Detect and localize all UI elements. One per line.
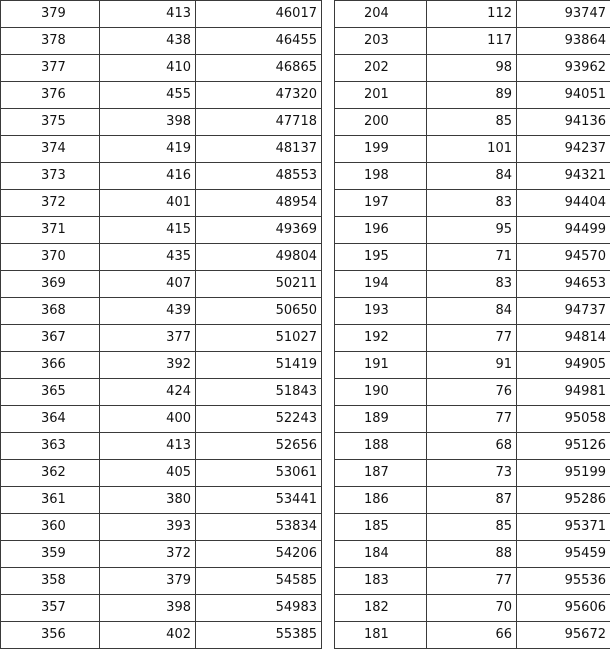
table-row xyxy=(1,1,322,28)
cumulative-cell: 53441 xyxy=(196,487,322,514)
count-cell: 419 xyxy=(100,136,196,163)
count-cell: 413 xyxy=(100,433,196,460)
table-row xyxy=(335,541,610,568)
count-cell: 415 xyxy=(100,217,196,244)
count-cell: 413 xyxy=(100,1,196,28)
score-cell: 191 xyxy=(335,352,427,379)
cumulative-cell: 94981 xyxy=(517,379,610,406)
table-row xyxy=(335,163,610,190)
cumulative-cell: 94570 xyxy=(517,244,610,271)
table-row xyxy=(335,379,610,406)
count-cell: 76 xyxy=(427,379,517,406)
count-cell: 87 xyxy=(427,487,517,514)
score-cell: 187 xyxy=(335,460,427,487)
cumulative-cell: 95371 xyxy=(517,514,610,541)
table-row xyxy=(335,487,610,514)
score-cell: 357 xyxy=(1,595,100,622)
table-row xyxy=(335,271,610,298)
table-row xyxy=(1,55,322,82)
score-cell: 370 xyxy=(1,244,100,271)
table-row xyxy=(335,406,610,433)
cumulative-cell: 46017 xyxy=(196,1,322,28)
table-row xyxy=(1,163,322,190)
cumulative-cell: 94321 xyxy=(517,163,610,190)
count-cell: 379 xyxy=(100,568,196,595)
table-row xyxy=(335,55,610,82)
cumulative-cell: 50650 xyxy=(196,298,322,325)
count-cell: 402 xyxy=(100,622,196,649)
cumulative-cell: 94237 xyxy=(517,136,610,163)
cumulative-cell: 94404 xyxy=(517,190,610,217)
cumulative-cell: 51419 xyxy=(196,352,322,379)
table-row xyxy=(335,460,610,487)
table-row xyxy=(1,352,322,379)
table-row xyxy=(1,298,322,325)
score-cell: 192 xyxy=(335,325,427,352)
cumulative-cell: 95058 xyxy=(517,406,610,433)
cumulative-cell: 95286 xyxy=(517,487,610,514)
score-cell: 203 xyxy=(335,28,427,55)
score-cell: 182 xyxy=(335,595,427,622)
count-cell: 89 xyxy=(427,82,517,109)
table-row xyxy=(335,433,610,460)
cumulative-cell: 55385 xyxy=(196,622,322,649)
score-cell: 193 xyxy=(335,298,427,325)
count-cell: 416 xyxy=(100,163,196,190)
count-cell: 380 xyxy=(100,487,196,514)
table-row xyxy=(1,568,322,595)
cumulative-cell: 53061 xyxy=(196,460,322,487)
cumulative-cell: 94051 xyxy=(517,82,610,109)
cumulative-cell: 94653 xyxy=(517,271,610,298)
cumulative-cell: 93864 xyxy=(517,28,610,55)
count-cell: 71 xyxy=(427,244,517,271)
count-cell: 392 xyxy=(100,352,196,379)
score-cell: 199 xyxy=(335,136,427,163)
table-row xyxy=(1,379,322,406)
count-cell: 398 xyxy=(100,595,196,622)
score-cell: 200 xyxy=(335,109,427,136)
cumulative-cell: 95672 xyxy=(517,622,610,649)
table-row xyxy=(335,190,610,217)
score-cell: 185 xyxy=(335,514,427,541)
score-cell: 376 xyxy=(1,82,100,109)
score-cell: 361 xyxy=(1,487,100,514)
cumulative-cell: 49369 xyxy=(196,217,322,244)
cumulative-cell: 94905 xyxy=(517,352,610,379)
table-row xyxy=(1,487,322,514)
score-cell: 197 xyxy=(335,190,427,217)
count-cell: 66 xyxy=(427,622,517,649)
cumulative-cell: 53834 xyxy=(196,514,322,541)
score-cell: 195 xyxy=(335,244,427,271)
table-row xyxy=(1,433,322,460)
table-row xyxy=(1,190,322,217)
score-cell: 369 xyxy=(1,271,100,298)
cumulative-cell: 46455 xyxy=(196,28,322,55)
count-cell: 117 xyxy=(427,28,517,55)
count-cell: 400 xyxy=(100,406,196,433)
count-cell: 84 xyxy=(427,163,517,190)
count-cell: 393 xyxy=(100,514,196,541)
table-row xyxy=(1,271,322,298)
cumulative-cell: 51027 xyxy=(196,325,322,352)
score-cell: 188 xyxy=(335,433,427,460)
table-row xyxy=(1,541,322,568)
table-row xyxy=(335,298,610,325)
count-cell: 77 xyxy=(427,406,517,433)
score-cell: 198 xyxy=(335,163,427,190)
table-row xyxy=(1,622,322,649)
score-cell: 360 xyxy=(1,514,100,541)
count-cell: 85 xyxy=(427,109,517,136)
score-cell: 181 xyxy=(335,622,427,649)
count-cell: 73 xyxy=(427,460,517,487)
score-cell: 358 xyxy=(1,568,100,595)
table-row xyxy=(1,28,322,55)
score-cell: 189 xyxy=(335,406,427,433)
score-cell: 362 xyxy=(1,460,100,487)
cumulative-cell: 95459 xyxy=(517,541,610,568)
score-cell: 196 xyxy=(335,217,427,244)
count-cell: 424 xyxy=(100,379,196,406)
table-row xyxy=(335,622,610,649)
score-cell: 365 xyxy=(1,379,100,406)
score-cell: 372 xyxy=(1,190,100,217)
cumulative-cell: 95126 xyxy=(517,433,610,460)
count-cell: 85 xyxy=(427,514,517,541)
score-cell: 201 xyxy=(335,82,427,109)
score-cell: 363 xyxy=(1,433,100,460)
count-cell: 439 xyxy=(100,298,196,325)
score-cell: 371 xyxy=(1,217,100,244)
score-cell: 378 xyxy=(1,28,100,55)
score-cell: 186 xyxy=(335,487,427,514)
table-row xyxy=(335,136,610,163)
count-cell: 68 xyxy=(427,433,517,460)
count-cell: 95 xyxy=(427,217,517,244)
score-cell: 374 xyxy=(1,136,100,163)
cumulative-cell: 94737 xyxy=(517,298,610,325)
table-row xyxy=(335,595,610,622)
cumulative-cell: 94499 xyxy=(517,217,610,244)
score-cell: 356 xyxy=(1,622,100,649)
count-cell: 83 xyxy=(427,190,517,217)
cumulative-cell: 47718 xyxy=(196,109,322,136)
table-row xyxy=(1,514,322,541)
table-row xyxy=(335,244,610,271)
table-row xyxy=(335,109,610,136)
cumulative-cell: 54206 xyxy=(196,541,322,568)
table-row xyxy=(1,109,322,136)
cumulative-cell: 50211 xyxy=(196,271,322,298)
count-cell: 77 xyxy=(427,568,517,595)
cumulative-cell: 47320 xyxy=(196,82,322,109)
count-cell: 398 xyxy=(100,109,196,136)
score-cell: 375 xyxy=(1,109,100,136)
count-cell: 70 xyxy=(427,595,517,622)
count-cell: 372 xyxy=(100,541,196,568)
score-cell: 377 xyxy=(1,55,100,82)
score-cell: 368 xyxy=(1,298,100,325)
score-cell: 379 xyxy=(1,1,100,28)
score-cell: 194 xyxy=(335,271,427,298)
table-row xyxy=(1,244,322,271)
score-cell: 364 xyxy=(1,406,100,433)
table-row xyxy=(335,325,610,352)
cumulative-cell: 52656 xyxy=(196,433,322,460)
count-cell: 88 xyxy=(427,541,517,568)
count-cell: 407 xyxy=(100,271,196,298)
cumulative-cell: 51843 xyxy=(196,379,322,406)
cumulative-cell: 94814 xyxy=(517,325,610,352)
count-cell: 84 xyxy=(427,298,517,325)
table-row xyxy=(1,217,322,244)
cumulative-cell: 95606 xyxy=(517,595,610,622)
cumulative-cell: 46865 xyxy=(196,55,322,82)
count-cell: 405 xyxy=(100,460,196,487)
count-cell: 377 xyxy=(100,325,196,352)
score-cell: 190 xyxy=(335,379,427,406)
count-cell: 455 xyxy=(100,82,196,109)
cumulative-cell: 54983 xyxy=(196,595,322,622)
table-row xyxy=(1,460,322,487)
score-cell: 367 xyxy=(1,325,100,352)
table-row xyxy=(335,568,610,595)
cumulative-cell: 49804 xyxy=(196,244,322,271)
count-cell: 83 xyxy=(427,271,517,298)
count-cell: 435 xyxy=(100,244,196,271)
table-row xyxy=(335,28,610,55)
table-row xyxy=(1,406,322,433)
table-row xyxy=(335,82,610,109)
column-gap xyxy=(322,0,334,669)
table-row xyxy=(335,217,610,244)
score-cell: 366 xyxy=(1,352,100,379)
cumulative-cell: 95199 xyxy=(517,460,610,487)
table-row xyxy=(335,1,610,28)
right-score-table xyxy=(334,0,610,649)
count-cell: 98 xyxy=(427,55,517,82)
table-row xyxy=(1,595,322,622)
count-cell: 112 xyxy=(427,1,517,28)
score-cell: 184 xyxy=(335,541,427,568)
count-cell: 91 xyxy=(427,352,517,379)
score-cell: 202 xyxy=(335,55,427,82)
cumulative-cell: 93747 xyxy=(517,1,610,28)
table-row xyxy=(335,352,610,379)
score-cell: 183 xyxy=(335,568,427,595)
score-cell: 359 xyxy=(1,541,100,568)
score-cell: 204 xyxy=(335,1,427,28)
cumulative-cell: 95536 xyxy=(517,568,610,595)
cumulative-cell: 94136 xyxy=(517,109,610,136)
cumulative-cell: 48954 xyxy=(196,190,322,217)
count-cell: 438 xyxy=(100,28,196,55)
cumulative-cell: 52243 xyxy=(196,406,322,433)
table-row xyxy=(1,82,322,109)
cumulative-cell: 54585 xyxy=(196,568,322,595)
count-cell: 401 xyxy=(100,190,196,217)
score-cell: 373 xyxy=(1,163,100,190)
cumulative-cell: 48137 xyxy=(196,136,322,163)
table-row xyxy=(1,136,322,163)
count-cell: 101 xyxy=(427,136,517,163)
count-cell: 77 xyxy=(427,325,517,352)
cumulative-cell: 48553 xyxy=(196,163,322,190)
table-row xyxy=(1,325,322,352)
count-cell: 410 xyxy=(100,55,196,82)
table-row xyxy=(335,514,610,541)
cumulative-cell: 93962 xyxy=(517,55,610,82)
